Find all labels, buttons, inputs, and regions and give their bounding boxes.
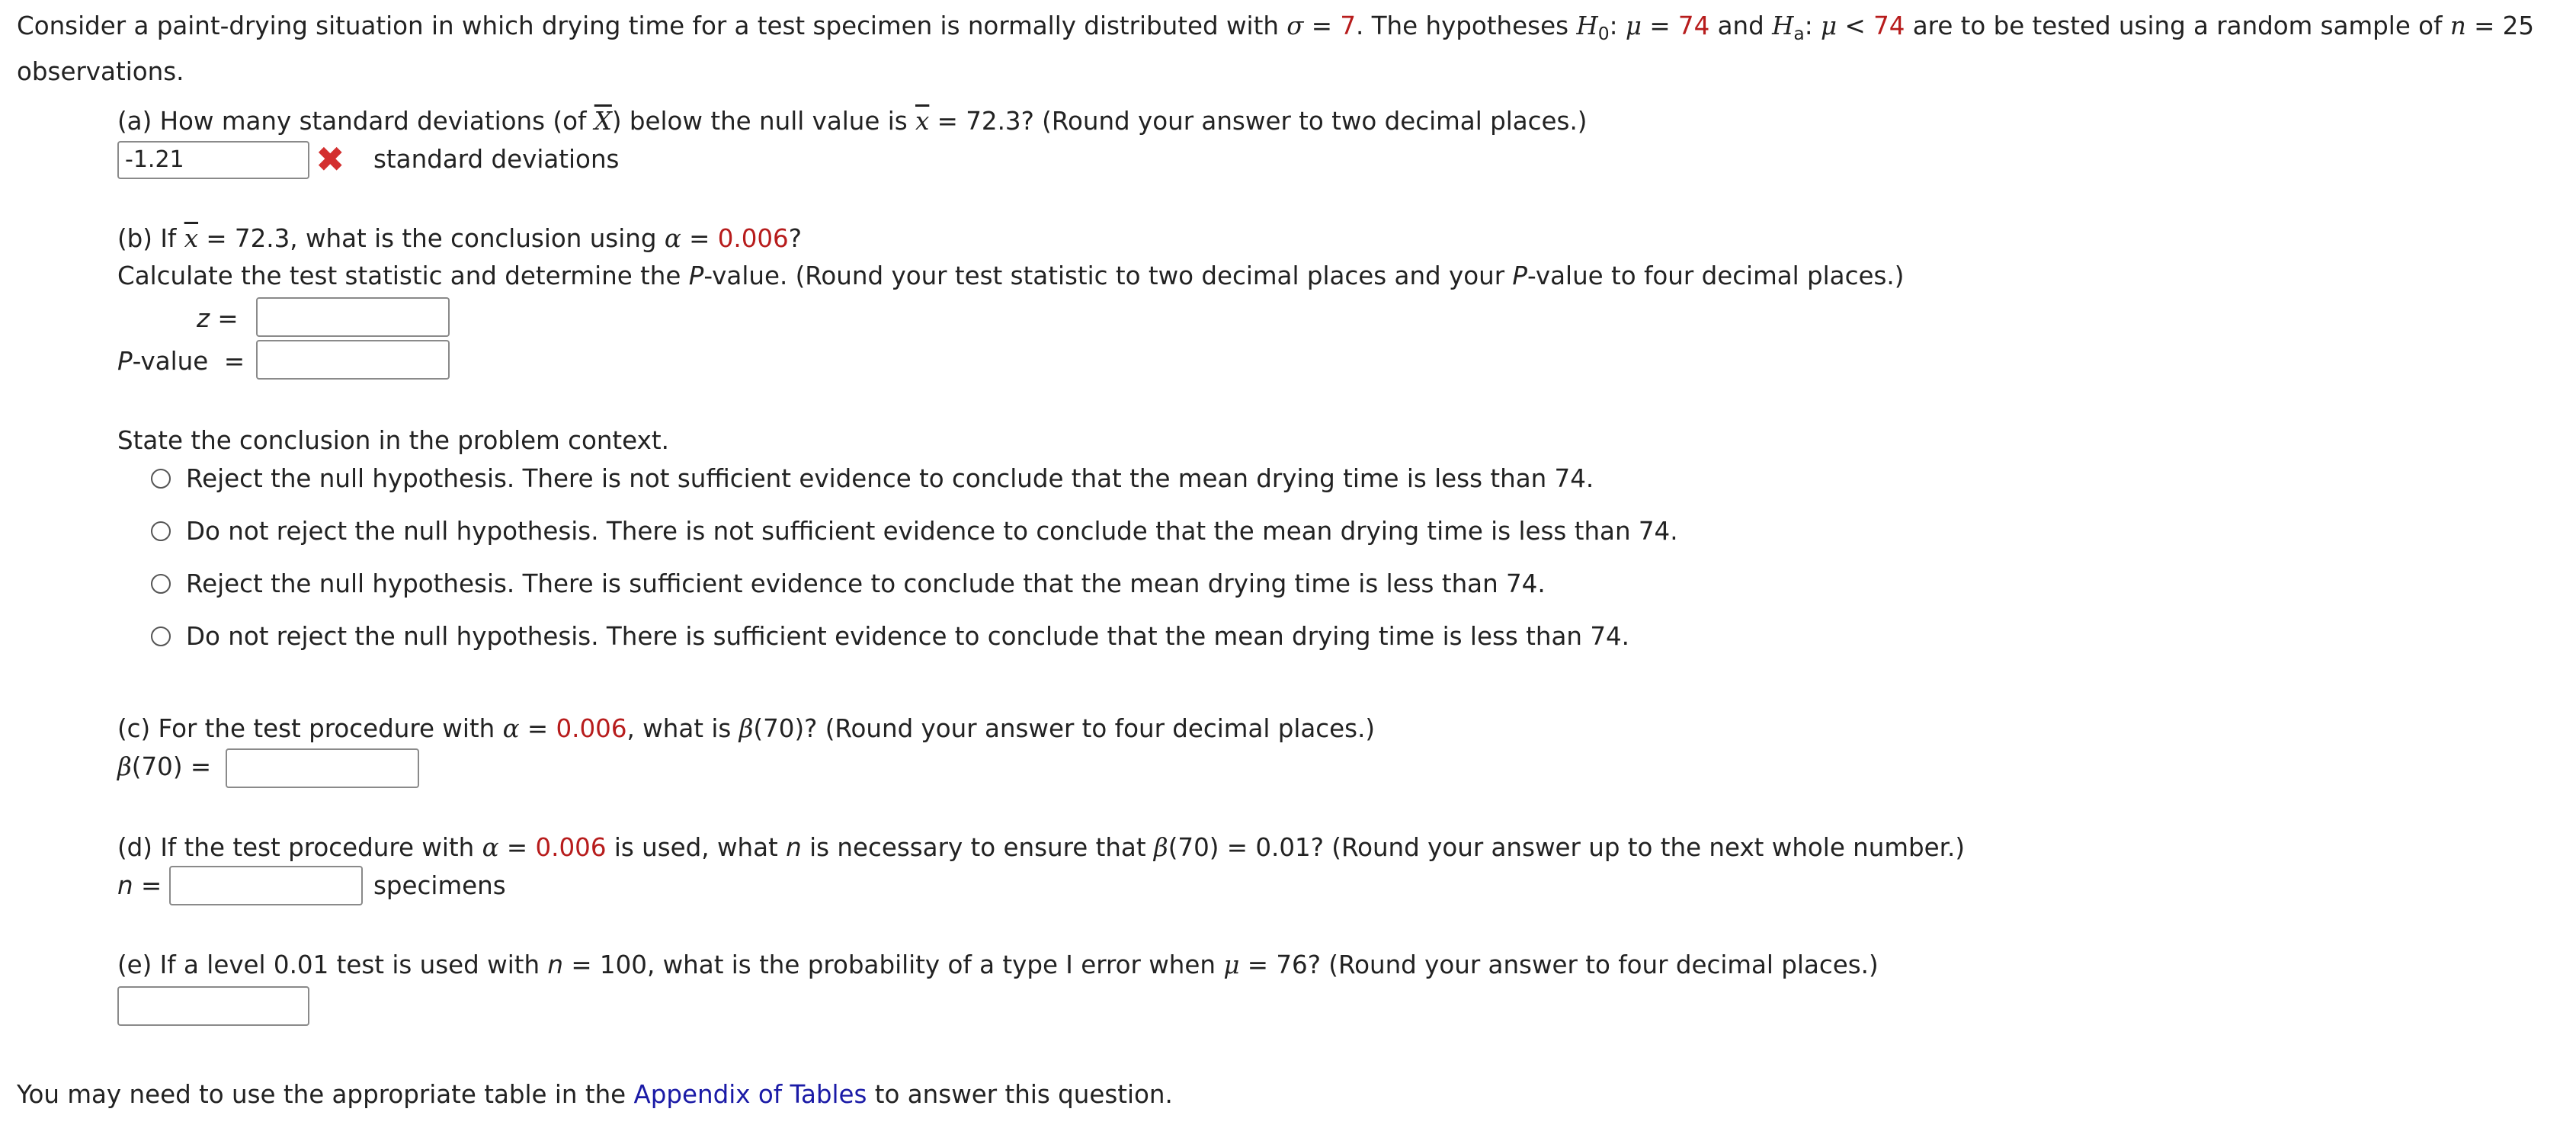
- equals: =: [133, 871, 162, 900]
- intro-text: are to be tested using a random sample of: [1905, 11, 2450, 40]
- mu-symbol: μ: [1625, 11, 1642, 40]
- question-text: = 72.3? (Round your answer to two decimal places.): [929, 107, 1588, 136]
- equals: =: [498, 833, 536, 862]
- mu-a-value: 74: [1873, 11, 1905, 40]
- mu-symbol: μ: [1821, 11, 1837, 40]
- intro-text: . The hypotheses: [1356, 11, 1577, 40]
- instruction-text: -value to four decimal places.): [1527, 261, 1905, 290]
- mu0-value: 74: [1677, 11, 1710, 40]
- part-b-question: [117, 222, 802, 255]
- n-specimens-input[interactable]: [169, 866, 363, 905]
- h0-symbol: H: [1576, 11, 1598, 40]
- alpha-value: 0.006: [717, 224, 789, 253]
- xbar-symbol: $\overline{x}$: [915, 107, 930, 136]
- equals: =: [1303, 11, 1341, 40]
- footer-note: [17, 1078, 1173, 1111]
- alpha-symbol: α: [664, 224, 681, 253]
- conclusion-option-1[interactable]: Reject the null hypothesis. There is not sufficient evidence to conclude that the mean drying time is less than 74.: [186, 464, 1594, 493]
- question-text: (e) If a level 0.01 test is used with: [117, 950, 548, 979]
- question-text: (d) If the test procedure with: [117, 833, 482, 862]
- conclusion-option-4[interactable]: Do not reject the null hypothesis. There is sufficient evidence to conclude that the mean drying time is less than 74.: [186, 622, 1630, 651]
- question-text: , what is: [626, 714, 739, 743]
- part-d-unit: specimens: [373, 871, 506, 900]
- equals: =: [217, 304, 239, 333]
- conclusion-radio-2[interactable]: [151, 521, 171, 541]
- question-text: = 76? (Round your answer to four decimal places.): [1239, 950, 1879, 979]
- question-mark: ?: [788, 224, 802, 253]
- alpha-symbol: α: [502, 714, 520, 743]
- equals: =: [223, 347, 245, 376]
- sigma-value: 7: [1340, 11, 1357, 40]
- question-text: = 100, what is the probability of a type I error when: [563, 950, 1224, 979]
- equals: =: [519, 714, 556, 743]
- question-text: (c) For the test procedure with: [117, 714, 503, 743]
- n-label: [117, 869, 162, 902]
- p-italic: P: [688, 261, 704, 290]
- colon: :: [1804, 11, 1821, 40]
- footer-text: You may need to use the appropriate table in the: [17, 1080, 634, 1109]
- beta-label-text: (70) =: [131, 752, 212, 781]
- part-a-question: [117, 104, 1587, 138]
- question-text: is necessary to ensure that: [801, 833, 1154, 862]
- instruction-text: -value. (Round your test statistic to two decimal places and your: [703, 261, 1513, 290]
- p-italic: P: [117, 347, 133, 376]
- part-b-instruction: [117, 259, 1904, 293]
- n-value: 25: [2502, 11, 2535, 40]
- h0-subscript: 0: [1597, 23, 1610, 45]
- intro-text: and: [1709, 11, 1773, 40]
- sigma-symbol: σ: [1286, 11, 1304, 40]
- xbar-capital: $\overline{X}$: [594, 107, 612, 136]
- appendix-of-tables-link[interactable]: Appendix of Tables: [633, 1080, 867, 1109]
- less-than: <: [1837, 11, 1874, 40]
- instruction-text: Calculate the test statistic and determine the: [117, 261, 689, 290]
- conclusion-option-3[interactable]: Reject the null hypothesis. There is sufficient evidence to conclude that the mean drying time is less than 74.: [186, 569, 1546, 598]
- question-text: (70)? (Round your answer to four decimal places.): [753, 714, 1376, 743]
- equals: =: [2465, 11, 2503, 40]
- colon: :: [1609, 11, 1626, 40]
- beta-symbol: β: [117, 752, 132, 781]
- conclusion-radio-4[interactable]: [151, 626, 171, 646]
- part-c-question: [117, 712, 1375, 745]
- beta-label: [117, 750, 211, 784]
- conclusion-option-2[interactable]: Do not reject the null hypothesis. There is not sufficient evidence to conclude that the mean drying time is less than 74.: [186, 517, 1678, 546]
- conclusion-radio-1[interactable]: [151, 469, 171, 489]
- incorrect-x-icon: ✖: [316, 139, 345, 180]
- z-label: [197, 302, 239, 335]
- equals: =: [1641, 11, 1678, 40]
- alpha-value: 0.006: [556, 714, 627, 743]
- footer-text: to answer this question.: [867, 1080, 1173, 1109]
- mu-symbol: μ: [1223, 950, 1240, 979]
- beta-70-input[interactable]: [226, 748, 419, 788]
- n-symbol: n: [117, 871, 133, 900]
- intro-line-1: [17, 9, 2534, 43]
- conclusion-radio-3[interactable]: [151, 574, 171, 594]
- intro-text: Consider a paint-drying situation in which drying time for a test specimen is normally distributed with: [17, 11, 1287, 40]
- ha-symbol: H: [1772, 11, 1794, 40]
- p-value-text: -value: [132, 347, 209, 376]
- p-italic: P: [1512, 261, 1528, 290]
- z-statistic-input[interactable]: [256, 297, 450, 337]
- part-e-question: [117, 948, 1879, 982]
- intro-line-2: observations.: [17, 57, 184, 86]
- part-d-question: [117, 831, 1965, 864]
- part-a-answer-input[interactable]: -1.21: [117, 141, 309, 179]
- part-a-unit: standard deviations: [373, 145, 620, 174]
- beta-symbol: β: [1153, 833, 1168, 862]
- ha-subscript: a: [1793, 23, 1805, 45]
- beta-symbol: β: [739, 714, 754, 743]
- type-i-error-input[interactable]: [117, 986, 309, 1026]
- equals: =: [681, 224, 718, 253]
- question-text: (70) = 0.01? (Round your answer up to the next whole number.): [1168, 833, 1966, 862]
- p-value-input[interactable]: [256, 340, 450, 380]
- alpha-symbol: α: [482, 833, 499, 862]
- question-text: is used, what: [606, 833, 787, 862]
- question-text: = 72.3, what is the conclusion using: [198, 224, 665, 253]
- z-symbol: z: [197, 304, 210, 333]
- question-text: (b) If: [117, 224, 184, 253]
- n-symbol: n: [547, 950, 564, 979]
- xbar-symbol: $\overline{x}$: [184, 224, 199, 253]
- question-text: ) below the null value is: [611, 107, 915, 136]
- conclusion-prompt: State the conclusion in the problem context.: [117, 426, 669, 455]
- n-symbol: n: [786, 833, 802, 862]
- p-value-label: [117, 344, 245, 378]
- alpha-value: 0.006: [535, 833, 607, 862]
- n-symbol: n: [2449, 11, 2466, 40]
- question-text: (a) How many standard deviations (of: [117, 107, 594, 136]
